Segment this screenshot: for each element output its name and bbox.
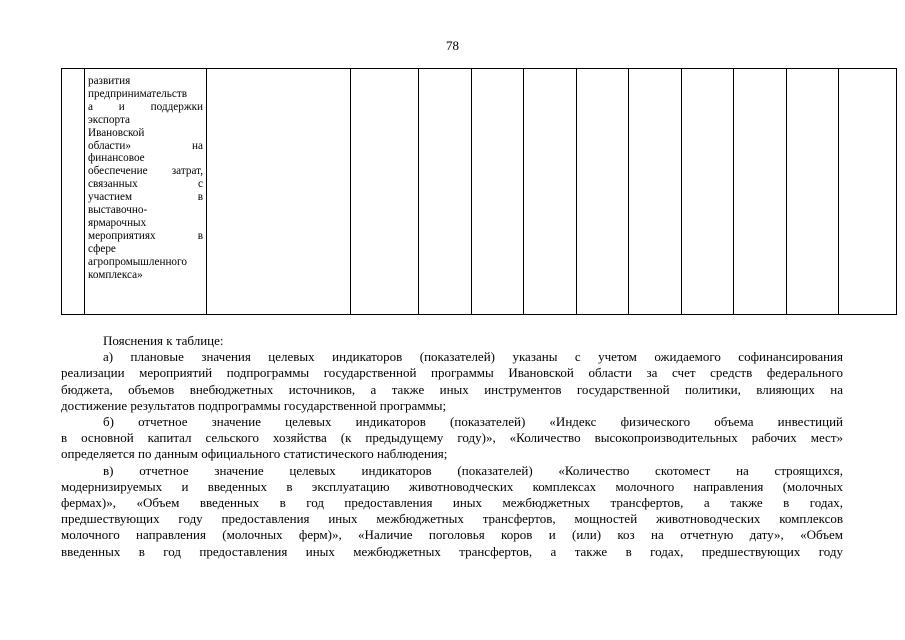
table-row — [62, 69, 897, 315]
notes-line: реализации мероприятий подпрограммы государственной программы Ивановской области за счет средств федерального — [61, 365, 843, 381]
notes-line: бюджета, объемов внебюджетных источников, а также иных инструментов государственной политики, влияющих на — [61, 381, 843, 397]
notes-heading: Пояснения к таблице: — [103, 333, 224, 348]
notes-line: в основной капитал сельского хозяйства (к предыдущему году)», «Количество высокопроизводительных рабочих мест» — [61, 430, 843, 446]
cell-line: ярмарочных — [88, 216, 147, 229]
table-cell — [734, 69, 787, 315]
indicator-table — [61, 68, 897, 315]
table-cell — [524, 69, 577, 315]
table-cell — [419, 69, 472, 315]
cell-line: комплекса» — [88, 268, 143, 281]
cell-line: участием в — [88, 191, 203, 204]
cell-description-text — [85, 69, 206, 282]
cell-line: мероприятиях в — [88, 229, 203, 242]
cell-line: а и поддержки — [88, 100, 203, 113]
cell-line: сфере — [88, 242, 116, 255]
notes-line: фермах)», «Объем введенных в год предоставления иных межбюджетных трансфертов, а также в годах, — [61, 495, 843, 511]
cell-line: обеспечение затрат, — [88, 165, 203, 178]
table-cell-number — [62, 69, 85, 315]
cell-line: Ивановской — [88, 126, 145, 139]
cell-line: развития — [88, 75, 131, 87]
notes-line: в) отчетное значение целевых индикаторов (показателей) «Количество скотомест на строящихся, — [103, 462, 843, 478]
page-number: 78 — [446, 38, 459, 53]
table-cell — [577, 69, 629, 315]
notes-line: б) отчетное значение целевых индикаторов (показателей) «Индекс физического объема инвестиций — [103, 414, 843, 430]
table-notes — [61, 333, 843, 560]
notes-line: введенных в год предоставления иных межбюджетных трансфертов, а также в годах, предшествующих году — [61, 543, 843, 559]
table-cell — [472, 69, 524, 315]
table-cell — [351, 69, 419, 315]
notes-line: молочного направления (молочных ферм)», «Наличие поголовья коров и (или) коз на отчетную дату», «Объем — [61, 527, 843, 543]
table-cell — [787, 69, 839, 315]
cell-line: области» на — [88, 139, 203, 152]
cell-line: агропромышленного — [88, 255, 187, 268]
notes-line: достижение результатов подпрограммы государственной программы; — [61, 397, 447, 413]
cell-line: предпринимательств — [88, 87, 187, 100]
notes-line: модернизируемых и введенных в эксплуатацию животноводческих комплексах молочного направления (молочных — [61, 478, 843, 494]
table-cell-description — [85, 69, 207, 315]
table-cell — [207, 69, 351, 315]
table-cell — [629, 69, 682, 315]
table-cell — [839, 69, 897, 315]
notes-line: предшествующих году предоставления иных межбюджетных трансфертов, мощностей животноводческих комплексов — [61, 511, 843, 527]
table-cell — [682, 69, 734, 315]
cell-line: экспорта — [88, 113, 130, 126]
cell-line: связанных с — [88, 178, 203, 191]
cell-line: выставочно- — [88, 204, 148, 217]
notes-line: определяется по данным официального статистического наблюдения; — [61, 446, 448, 462]
cell-line: финансовое — [88, 152, 145, 165]
notes-line: а) плановые значения целевых индикаторов (показателей) указаны с учетом ожидаемого софинансирования — [103, 349, 843, 365]
